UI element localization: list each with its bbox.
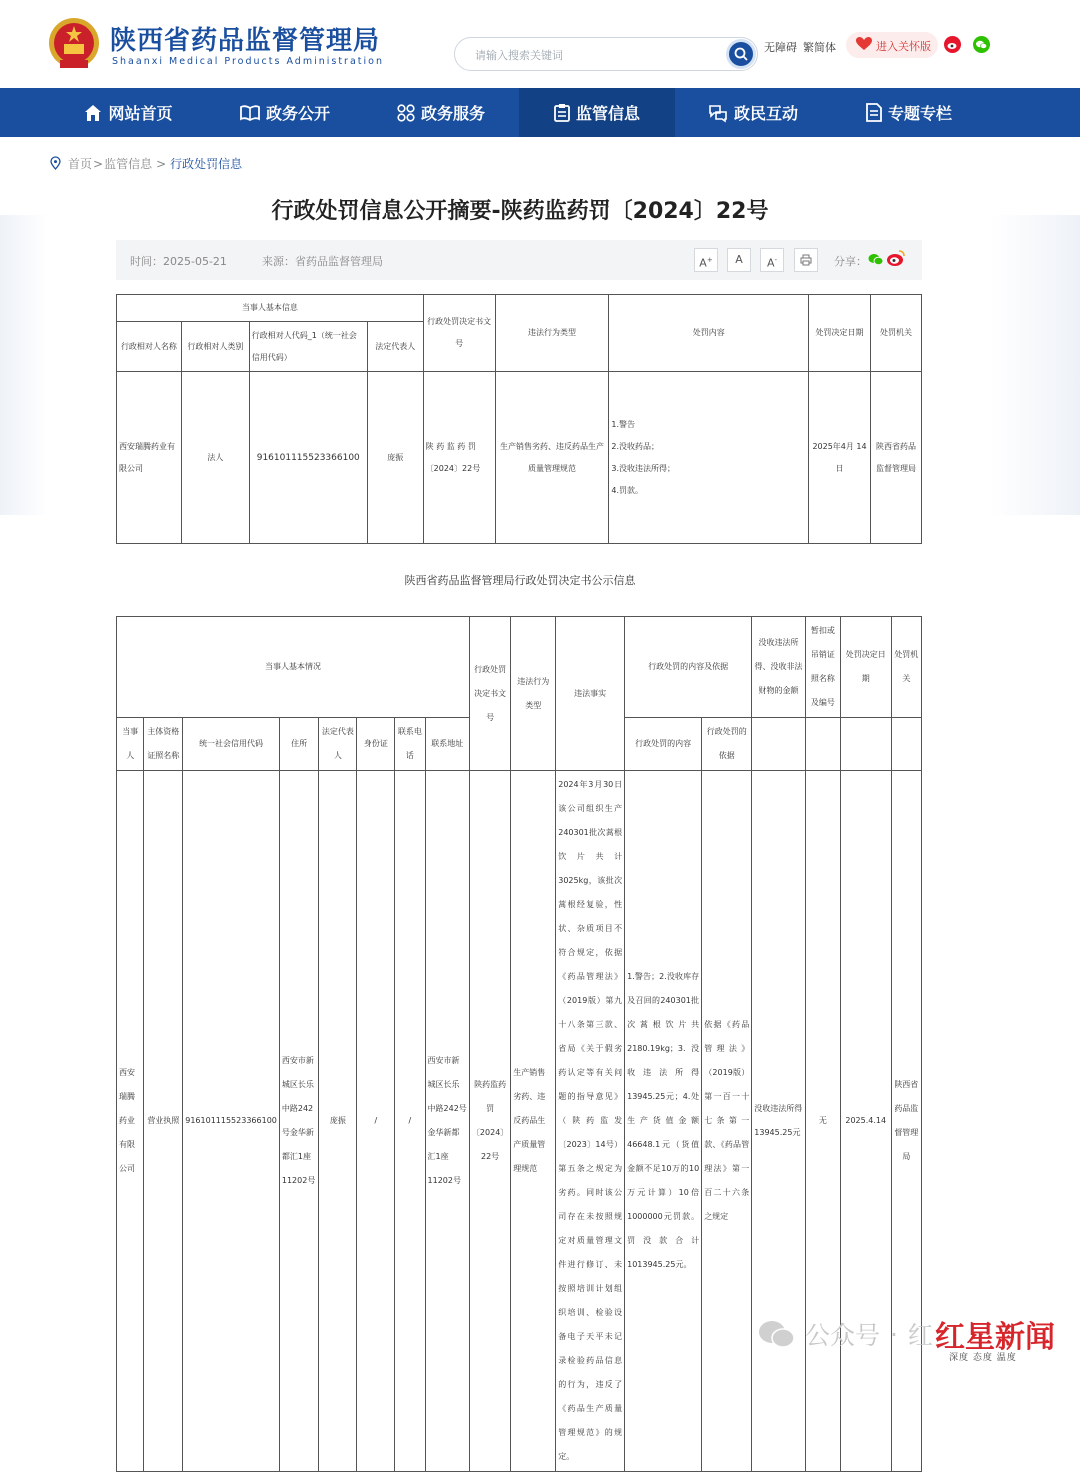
page-title: 行政处罚信息公开摘要-陕药监药罚〔2024〕22号 bbox=[271, 199, 769, 224]
traditional-chinese-link[interactable]: 繁简体 bbox=[803, 41, 836, 54]
header-suspension: 暂扣或吊销证照名称及编号 bbox=[805, 617, 840, 718]
breadcrumb bbox=[50, 155, 242, 172]
cell-penalty-content bbox=[609, 372, 809, 544]
nav-item-home[interactable] bbox=[50, 88, 207, 137]
font-shrink-label: A bbox=[766, 256, 775, 270]
grid-icon bbox=[397, 104, 415, 122]
weibo-icon[interactable] bbox=[944, 36, 961, 53]
nav-item-special[interactable] bbox=[831, 88, 987, 137]
header-party-code: 行政相对人代码_1（统一社会信用代码） bbox=[249, 322, 367, 372]
wechat-watermark-text: 公众号 bbox=[805, 1321, 881, 1350]
nav-item-label: 政务公开 bbox=[265, 104, 330, 123]
clipboard-icon bbox=[554, 103, 570, 122]
breadcrumb-separator: > bbox=[93, 156, 104, 171]
share-label: 分享： bbox=[834, 255, 867, 268]
cell-suspension: 无 bbox=[805, 771, 840, 1472]
article-source: 来源：省药品监督管理局 bbox=[262, 255, 383, 268]
breadcrumb-supervision[interactable]: 监管信息 bbox=[104, 157, 153, 171]
header-empty bbox=[840, 718, 891, 771]
header-id-card: 身份证 bbox=[357, 718, 395, 771]
header-empty bbox=[805, 718, 840, 771]
cell-decision-date: 2025年4月 14日 bbox=[809, 372, 871, 544]
nav-item-label: 政民互动 bbox=[733, 104, 798, 123]
wechat-icon[interactable] bbox=[973, 36, 990, 53]
font-enlarge-label: A bbox=[699, 256, 707, 270]
cell-confiscation: 没收违法所得13945.25元 bbox=[752, 771, 806, 1472]
header-party: 当事人 bbox=[117, 718, 144, 771]
wechat-official-watermark bbox=[757, 1316, 933, 1352]
cell-party-category: 法人 bbox=[181, 372, 249, 544]
nav-item-label: 网站首页 bbox=[108, 104, 173, 123]
print-icon bbox=[800, 254, 812, 266]
cell-party-name: 西安瑞腾药业有限公司 bbox=[117, 372, 182, 544]
font-reset-button[interactable] bbox=[727, 248, 751, 272]
nav-item-label: 监管信息 bbox=[575, 104, 640, 123]
header-decision-date: 处罚决定日期 bbox=[809, 295, 871, 372]
header-party-basic: 当事人基本信息 bbox=[117, 295, 424, 322]
penalty-item: 2.没收药品； bbox=[611, 441, 660, 451]
watermark bbox=[757, 1310, 1077, 1366]
penalty-item: 4.罚款。 bbox=[611, 485, 644, 495]
home-icon bbox=[84, 104, 102, 122]
header-contact-address: 联系地址 bbox=[425, 718, 469, 771]
cell-id-card: / bbox=[357, 771, 395, 1472]
national-emblem-icon bbox=[48, 16, 100, 72]
header-party-info: 当事人基本情况 bbox=[117, 617, 470, 718]
penalty-item: 1.警告 bbox=[611, 419, 636, 429]
font-shrink-button[interactable]: A- bbox=[760, 248, 784, 272]
cell-violation-type: 生产销售劣药、违反药品生产质量管理规范 bbox=[511, 771, 556, 1472]
watermark-dot: · bbox=[890, 1319, 898, 1349]
breadcrumb-current[interactable]: 行政处罚信息 bbox=[170, 157, 243, 171]
cell-penalty-content: 1.警告；2.没收库存及召回的240301批次蒿根饮片共2180.19kg；3.没收违法所得13945.25元；4.处生产货值金额46648.1元（货值金额不足10万的10万元计算）10倍1000000元罚款。罚没款合计1013945.25元。 bbox=[625, 771, 702, 1472]
cell-penalty-basis: 依据《药品管理法》（2019版）第一百一十七条第一款、《药品管理法》第一百二十六条之规定 bbox=[702, 771, 752, 1472]
logo-slogan: 深度 态度 温度 bbox=[949, 1353, 1017, 1363]
header-license-name: 主体资格证照名称 bbox=[144, 718, 183, 771]
site-title[interactable]: 陕西省药品监督管理局 bbox=[110, 26, 381, 56]
site-header bbox=[0, 0, 1080, 88]
search-input[interactable] bbox=[475, 46, 715, 64]
penalty-item: 3.没收违法所得； bbox=[611, 463, 676, 473]
background-decoration bbox=[990, 215, 1080, 515]
header-doc-number: 行政处罚决定书文号 bbox=[469, 617, 510, 771]
breadcrumb-separator: > bbox=[156, 156, 167, 171]
print-button[interactable] bbox=[794, 248, 818, 272]
wechat-share-icon[interactable] bbox=[868, 253, 884, 266]
nav-item-gov-open[interactable] bbox=[207, 88, 363, 137]
cell-party-code: 916101115523366100 bbox=[249, 372, 367, 544]
header-penalty-org: 处罚机关 bbox=[870, 295, 921, 372]
cell-decision-date: 2025.4.14 bbox=[840, 771, 891, 1472]
header-decision-date: 处罚决定日期 bbox=[840, 617, 891, 718]
cell-party: 西安瑞腾药业有限公司 bbox=[117, 771, 144, 1472]
header-empty bbox=[752, 718, 806, 771]
cell-contact-address: 西安市新城区长乐中路242号金华新都汇1座11202号 bbox=[425, 771, 469, 1472]
header-credit-code: 统一社会信用代码 bbox=[183, 718, 280, 771]
penalty-summary-table bbox=[116, 294, 922, 544]
cell-phone: / bbox=[395, 771, 425, 1472]
care-mode-button[interactable] bbox=[846, 32, 938, 58]
header-content-basis: 行政处罚的内容及依据 bbox=[625, 617, 752, 718]
header-violation-type: 违法行为类型 bbox=[495, 295, 609, 372]
nav-item-interaction[interactable] bbox=[675, 88, 831, 137]
nav-item-gov-service[interactable] bbox=[363, 88, 519, 137]
header-party-category: 行政相对人类别 bbox=[181, 322, 249, 372]
table-caption: 陕西省药品监督管理局行政处罚决定书公示信息 bbox=[404, 574, 636, 587]
hongxing-news-logo: 红星新闻 bbox=[935, 1320, 1055, 1355]
header-confiscation: 没收违法所得、没收非法财物的金额 bbox=[752, 617, 806, 718]
cell-license-name: 营业执照 bbox=[144, 771, 183, 1472]
cell-address: 西安市新城区长乐中路242号金华新都汇1座11202号 bbox=[279, 771, 319, 1472]
search-icon bbox=[734, 47, 748, 61]
nav-item-label: 专题专栏 bbox=[887, 104, 952, 123]
wechat-watermark-icon bbox=[757, 1319, 797, 1349]
header-violation-facts: 违法事实 bbox=[556, 617, 625, 771]
publish-time: 时间：2025-05-21 bbox=[130, 255, 227, 268]
background-decoration bbox=[0, 215, 48, 515]
cell-legal-rep: 庞振 bbox=[319, 771, 357, 1472]
accessibility-link[interactable]: 无障碍 bbox=[764, 41, 797, 54]
book-icon bbox=[240, 104, 260, 122]
care-mode-label: 进入关怀版 bbox=[876, 40, 931, 53]
header-address: 住所 bbox=[279, 718, 319, 771]
cell-penalty-org: 陕西省药品监督管理局 bbox=[870, 372, 921, 544]
cell-penalty-org: 陕西省药品监督管理局 bbox=[891, 771, 921, 1472]
header-penalty-content: 处罚内容 bbox=[609, 295, 809, 372]
header-penalty-org: 处罚机关 bbox=[891, 617, 921, 718]
breadcrumb-home[interactable]: 首页 bbox=[68, 157, 93, 171]
nav-item-label: 政务服务 bbox=[420, 104, 485, 123]
header-legal-rep: 法定代表人 bbox=[319, 718, 357, 771]
header-phone: 联系电话 bbox=[395, 718, 425, 771]
document-icon bbox=[866, 103, 882, 122]
cell-violation-type: 生产销售劣药、违反药品生产质量管理规范 bbox=[495, 372, 609, 544]
font-reset-label: A bbox=[735, 253, 743, 266]
nav-item-supervision[interactable] bbox=[519, 88, 675, 137]
header-doc-number: 行政处罚决定书文号 bbox=[423, 295, 495, 372]
header-violation-type: 违法行为类型 bbox=[511, 617, 556, 771]
location-pin-icon bbox=[50, 157, 61, 170]
cell-doc-number: 陕药监药罚〔2024〕22号 bbox=[469, 771, 510, 1472]
heart-icon bbox=[856, 37, 872, 51]
article-meta-bar bbox=[116, 240, 922, 280]
header-legal-rep: 法定代表人 bbox=[367, 322, 423, 372]
cell-legal-rep: 庞振 bbox=[367, 372, 423, 544]
site-subtitle-en: Shaanxi Medical Products Administration bbox=[112, 56, 384, 67]
chat-icon bbox=[708, 104, 728, 122]
cell-credit-code: 916101115523366100 bbox=[183, 771, 280, 1472]
cell-violation-facts: 2024年3月30日该公司组织生产240301批次蒿根饮片共计3025kg，该批次蒿根经复验，性状、杂质项目不符合规定，依据《药品管理法》（2019版）第九十八条第三款、省局《关于假劣药认定等有关问题的指导意见》（陕药监发〔2023〕14号）第五条之规定为劣药。同时该公司存在未按照规定对质量管理文件进行修订、未按照培训计划组织培训、检验设备电子天平未记录检验药品信息的行为，违反了《药品生产质量管理规范》的规定。 bbox=[556, 771, 625, 1472]
header-penalty-basis: 行政处罚的依据 bbox=[702, 718, 752, 771]
header-party-name: 行政相对人名称 bbox=[117, 322, 182, 372]
search-box bbox=[454, 37, 758, 71]
search-button[interactable] bbox=[726, 39, 756, 69]
font-enlarge-button[interactable]: A+ bbox=[694, 248, 718, 272]
weibo-share-icon[interactable] bbox=[886, 249, 906, 267]
watermark-partial: 红 bbox=[907, 1321, 933, 1350]
header-penalty-content: 行政处罚的内容 bbox=[625, 718, 702, 771]
main-nav bbox=[0, 88, 1080, 137]
cell-doc-number: 陕 药 监 药 罚〔2024〕22号 bbox=[423, 372, 495, 544]
header-empty bbox=[891, 718, 921, 771]
